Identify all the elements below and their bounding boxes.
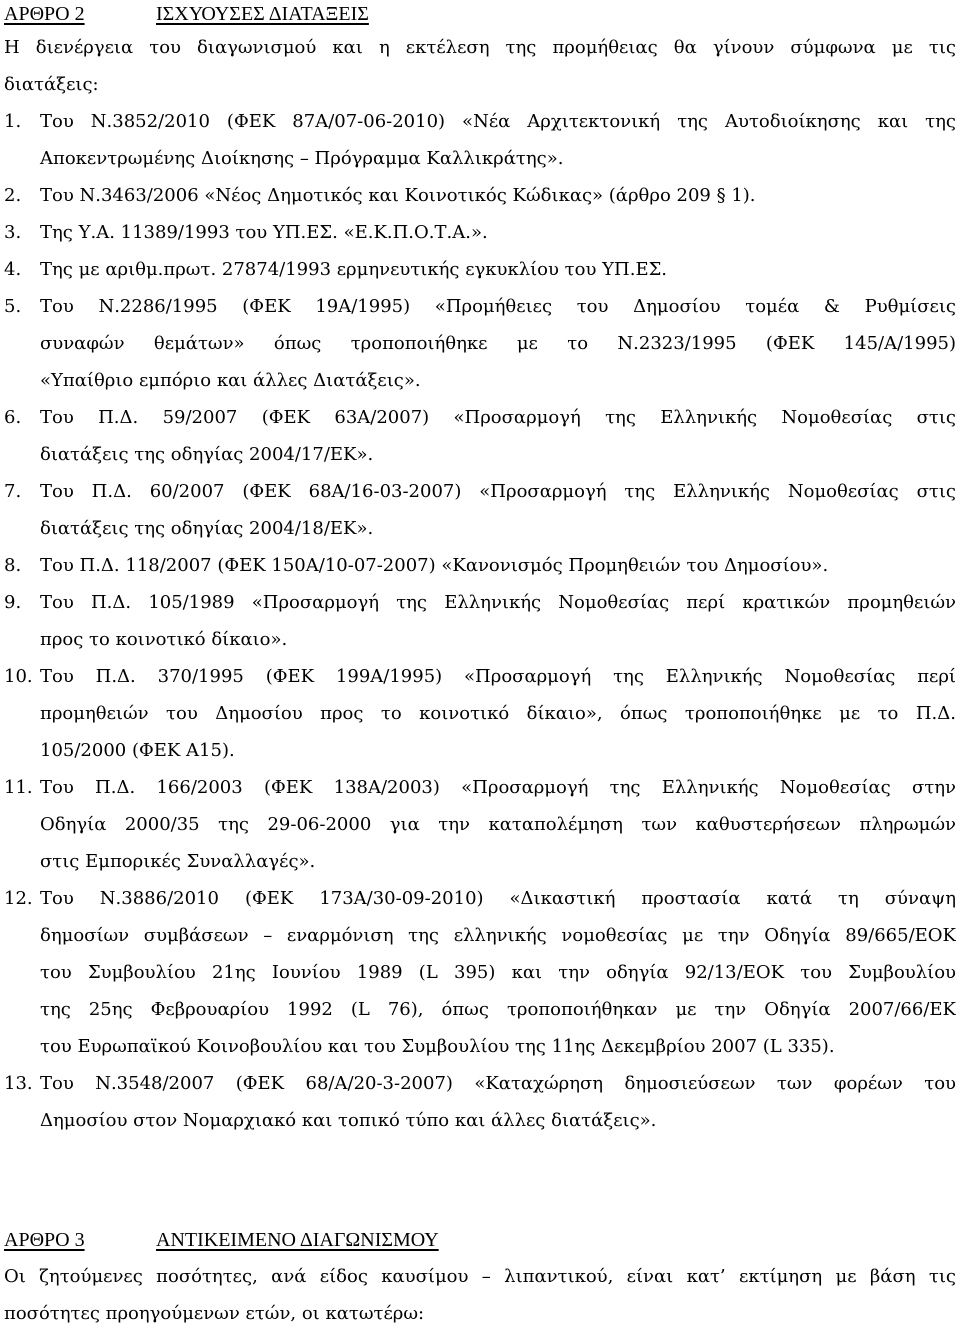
list-item-text: προς το κοινοτικό δίκαιο». — [40, 629, 288, 650]
list-item-text: Του Ν.2286/1995 (ΦΕΚ 19Α/1995) «Προμήθειες του Δημοσίου τομέα & Ρυθμίσεις — [40, 296, 956, 317]
list-item-text: του Ευρωπαϊκού Κοινοβουλίου και του Συμβουλίου της 11ης Δεκεμβρίου 2007 (L 335). — [40, 1036, 835, 1057]
article-3-heading — [4, 1228, 439, 1252]
article-3-intro-line-2: ποσότητες προηγούμενων ετών, οι κατωτέρω: — [4, 1303, 425, 1324]
list-item-text: προμηθειών του Δημοσίου προς το κοινοτικό δίκαιο», όπως τροποποιήθηκε με το Π.Δ. — [40, 703, 956, 724]
list-item-text: δημοσίων συμβάσεων – εναρμόνιση της ελληνικής νομοθεσίας με την Οδηγία 89/665/ΕΟΚ — [40, 925, 956, 946]
list-item-text: Του Π.Δ. 370/1995 (ΦΕΚ 199Α/1995) «Προσαρμογή της Ελληνικής Νομοθεσίας περί — [40, 666, 956, 687]
list-item-text: Του Ν.3548/2007 (ΦΕΚ 68/Α/20-3-2007) «Καταχώρηση δημοσιεύσεων των φορέων του — [40, 1073, 956, 1094]
article-2-title: ΙΣΧΥΟΥΣΕΣ ΔΙΑΤΑΞΕΙΣ — [156, 3, 369, 25]
list-item-number: 6. — [4, 407, 22, 428]
list-item-text: Αποκεντρωμένης Διοίκησης – Πρόγραμμα Καλλικράτης». — [40, 148, 564, 169]
list-item-text: Της με αριθμ.πρωτ. 27874/1993 ερμηνευτικής εγκυκλίου του ΥΠ.ΕΣ. — [40, 259, 668, 280]
article-3-number: ΑΡΘΡΟ 3 — [4, 1229, 85, 1251]
list-item-text: του Συμβουλίου 21ης Ιουνίου 1989 (L 395) και την οδηγία 92/13/ΕΟΚ του Συμβουλίου — [40, 962, 956, 983]
list-item-text: Του Π.Δ. 166/2003 (ΦΕΚ 138Α/2003) «Προσαρμογή της Ελληνικής Νομοθεσίας στην — [40, 777, 956, 798]
list-item-number: 12. — [4, 888, 33, 909]
list-item-number: 7. — [4, 481, 22, 502]
list-item-text: «Υπαίθριο εμπόριο και άλλες Διατάξεις». — [40, 370, 421, 391]
list-item-text: διατάξεις της οδηγίας 2004/18/ΕΚ». — [40, 518, 374, 539]
list-item-text: Του Π.Δ. 105/1989 «Προσαρμογή της Ελληνικής Νομοθεσίας περί κρατικών προμηθειών — [40, 592, 956, 613]
list-item-number: 2. — [4, 185, 22, 206]
list-item-number: 5. — [4, 296, 22, 317]
list-item-text: Οδηγία 2000/35 της 29-06-2000 για την καταπολέμηση των καθυστερήσεων πληρωμών — [40, 814, 956, 835]
article-2-heading — [4, 2, 369, 26]
list-item-text: της 25ης Φεβρουαρίου 1992 (L 76), όπως τροποποιήθηκαν με την Οδηγία 2007/66/ΕΚ — [40, 999, 956, 1020]
list-item-number: 1. — [4, 111, 22, 132]
list-item-text: Του Ν.3852/2010 (ΦΕΚ 87Α/07-06-2010) «Νέα Αρχιτεκτονική της Αυτοδιοίκησης και της — [40, 111, 956, 132]
list-item-number: 4. — [4, 259, 22, 280]
list-item-text: Του Π.Δ. 60/2007 (ΦΕΚ 68Α/16-03-2007) «Προσαρμογή της Ελληνικής Νομοθεσίας στις — [40, 481, 956, 502]
list-item-text: συναφών θεμάτων» όπως τροποποιήθηκε με το Ν.2323/1995 (ΦΕΚ 145/Α/1995) — [40, 333, 956, 354]
article-2-intro-line-2: διατάξεις: — [4, 74, 99, 95]
list-item-number: 3. — [4, 222, 22, 243]
list-item-number: 9. — [4, 592, 22, 613]
list-item-text: Δημοσίου στον Νομαρχιακό και τοπικό τύπο και άλλες διατάξεις». — [40, 1110, 657, 1131]
article-2-intro-line-1: Η διενέργεια του διαγωνισμού και η εκτέλεση της προμήθειας θα γίνουν σύμφωνα με τις — [4, 37, 956, 58]
list-item-text: Του Π.Δ. 59/2007 (ΦΕΚ 63Α/2007) «Προσαρμογή της Ελληνικής Νομοθεσίας στις — [40, 407, 956, 428]
list-item-text: διατάξεις της οδηγίας 2004/17/ΕΚ». — [40, 444, 374, 465]
list-item-text: Του Ν.3886/2010 (ΦΕΚ 173Α/30-09-2010) «Δικαστική προστασία κατά τη σύναψη — [40, 888, 956, 909]
list-item-number: 10. — [4, 666, 33, 687]
article-3-title: ΑΝΤΙΚΕΙΜΕΝΟ ΔΙΑΓΩΝΙΣΜΟΥ — [156, 1229, 439, 1251]
list-item-text: στις Εμπορικές Συναλλαγές». — [40, 851, 316, 872]
list-item-number: 8. — [4, 555, 22, 576]
article-3-intro-line-1: Οι ζητούμενες ποσότητες, ανά είδος καυσίμου – λιπαντικού, είναι κατ’ εκτίμηση με βάση τις — [4, 1266, 956, 1287]
list-item-number: 13. — [4, 1073, 33, 1094]
list-item-text: Της Υ.Α. 11389/1993 του ΥΠ.ΕΣ. «Ε.Κ.Π.Ο.Τ.Α.». — [40, 222, 488, 243]
article-2-number: ΑΡΘΡΟ 2 — [4, 3, 85, 25]
list-item-text: Του Ν.3463/2006 «Νέος Δημοτικός και Κοινοτικός Κώδικας» (άρθρο 209 § 1). — [40, 185, 756, 206]
list-item-text: 105/2000 (ΦΕΚ Α15). — [40, 740, 235, 761]
list-item-text: Του Π.Δ. 118/2007 (ΦΕΚ 150Α/10-07-2007) «Κανονισμός Προμηθειών του Δημοσίου». — [40, 555, 829, 576]
list-item-number: 11. — [4, 777, 33, 798]
